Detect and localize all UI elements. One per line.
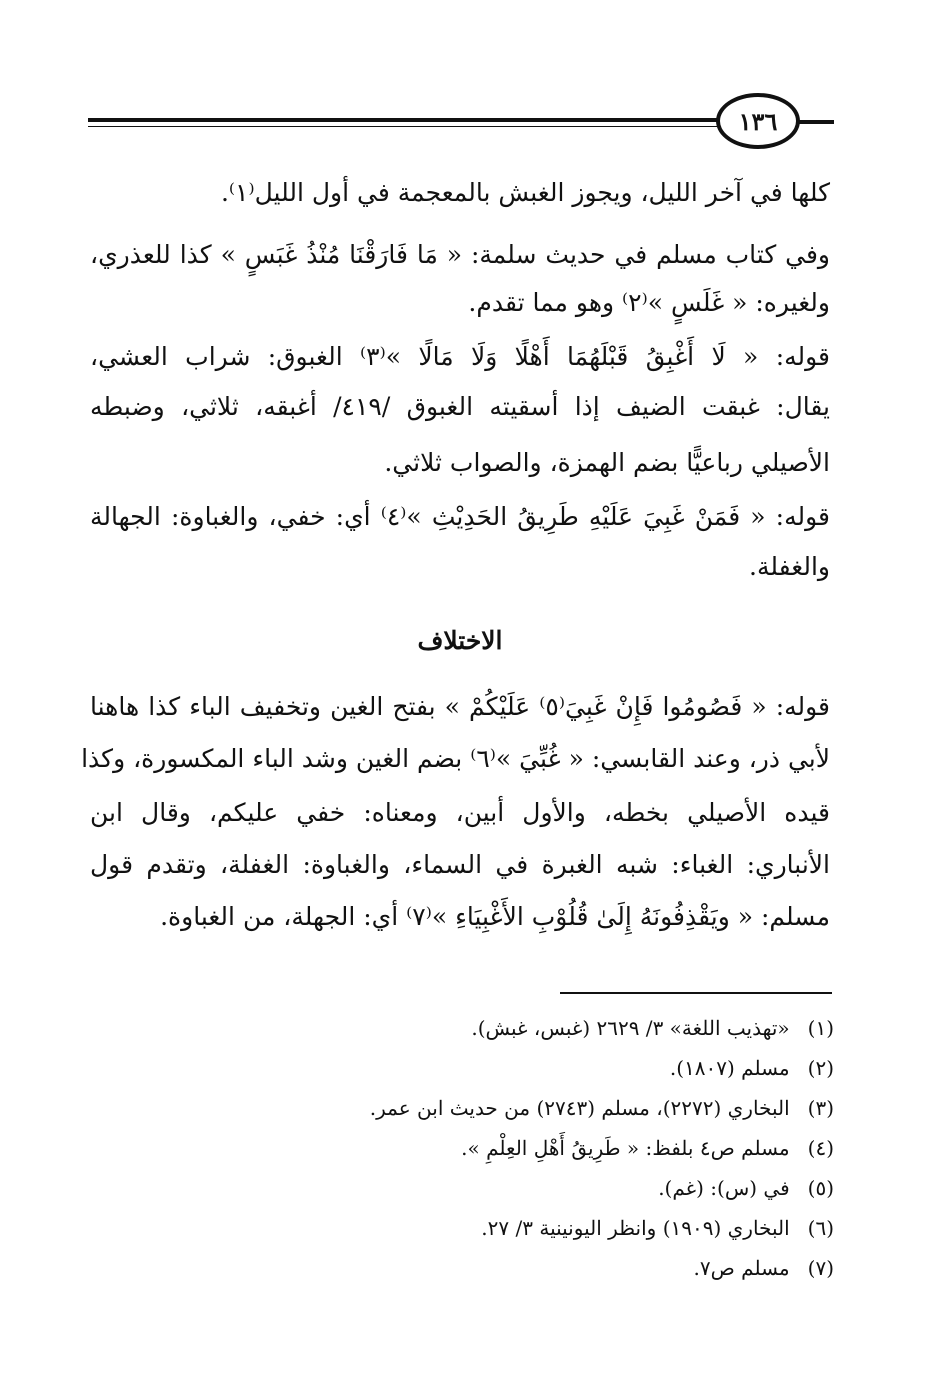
footnote-number: (١): [807, 1016, 834, 1040]
text-line: قوله: « فَمَنْ غَبِيَ عَلَيْهِ طَرِيقُ الحَدِيْثِ »⁽٤⁾ أي: خفي، والغباوة: الجهالة: [90, 502, 830, 531]
header-rule-thin: [88, 126, 720, 127]
text-line: مسلم: « ويَقْذِفُونَهُ إِلَىٰ قُلُوْبِ الأَغْبِيَاءِ »⁽٧⁾ أي: الجهلة، من الغباوة.: [160, 902, 830, 931]
footnote-number: (٧): [807, 1256, 834, 1280]
text-line: ولغيره: « غَلَسٍ »⁽٢⁾ وهو مما تقدم.: [468, 288, 830, 317]
page-number: ١٣٦: [716, 93, 800, 149]
footnote-text: البخاري (٢٢٧٢)، مسلم (٢٧٤٣) من حديث ابن عمر.: [369, 1096, 790, 1120]
footnote-number: (٥): [807, 1176, 834, 1200]
footnote-number: (٦): [807, 1216, 834, 1240]
footnote: [200, 1213, 834, 1243]
header-rule-right: [88, 118, 720, 122]
text-line: لأبي ذر، وعند القابسي: « غُبِّيَ »⁽٦⁾ بضم الغين وشد الباء المكسورة، وكذا: [81, 744, 830, 773]
text-line: قوله: « لَا أَغْبِقُ قَبْلَهُمَا أَهْلًا وَلَا مَالًا »⁽٣⁾ الغبوق: شراب العشي،: [90, 342, 831, 371]
footnote-number: (٤): [807, 1136, 834, 1160]
text-line: الأنباري: الغباء: شبه الغبرة في السماء، والغباوة: الغفلة، وتقدم قول: [90, 850, 830, 879]
footnote: [200, 1133, 834, 1163]
text-line: يقال: غبقت الضيف إذا أسقيته الغبوق /٤١٩/ أغبقه، ثلاثي، وضبطه: [90, 392, 830, 421]
footnote: [200, 1013, 834, 1043]
footnote-text: مسلم (١٨٠٧).: [669, 1056, 790, 1080]
footnote: [200, 1173, 834, 1203]
footnote-text: مسلم ص٤ بلفظ: « طَرِيقُ أَهْلِ العِلْمِ ».: [461, 1136, 790, 1160]
footnote-rule: [560, 992, 832, 994]
text-line: وفي كتاب مسلم في حديث سلمة: « مَا فَارَقْنَا مُنْذُ غَبَسٍ » كذا للعذري،: [90, 240, 830, 269]
footnote-text: «تهذيب اللغة» ٣/ ٢٦٢٩ (غبس، غبش).: [471, 1016, 790, 1040]
footnote: [200, 1053, 834, 1083]
text-line: كلها في آخر الليل، ويجوز الغبش بالمعجمة في أول الليل⁽١⁾.: [220, 178, 830, 207]
text-line: قيده الأصيلي بخطه، والأول أبين، ومعناه: خفي عليكم، وقال ابن: [90, 798, 830, 827]
text-line: والغفلة.: [749, 552, 830, 581]
section-heading: الاختلاف: [417, 626, 503, 655]
footnote: [200, 1093, 834, 1123]
footnote-number: (٢): [807, 1056, 834, 1080]
text-line: قوله: « فَصُومُوا فَإِنْ غَبِيَ⁽٥⁾ عَلَيْكُمْ » بفتح الغين وتخفيف الباء كذا هاهنا: [90, 692, 830, 721]
footnote: [200, 1253, 834, 1283]
text-line: الأصيلي رباعيًّا بضم الهمزة، والصواب ثلاثي.: [384, 448, 830, 477]
footnote-text: البخاري (١٩٠٩) وانظر اليونينية ٣/ ٢٧.: [481, 1216, 790, 1240]
header-rule-left: [796, 120, 834, 124]
footnote-text: مسلم ص٧.: [693, 1256, 790, 1280]
footnote-number: (٣): [807, 1096, 834, 1120]
footnote-text: في (س): (غم).: [658, 1176, 790, 1200]
